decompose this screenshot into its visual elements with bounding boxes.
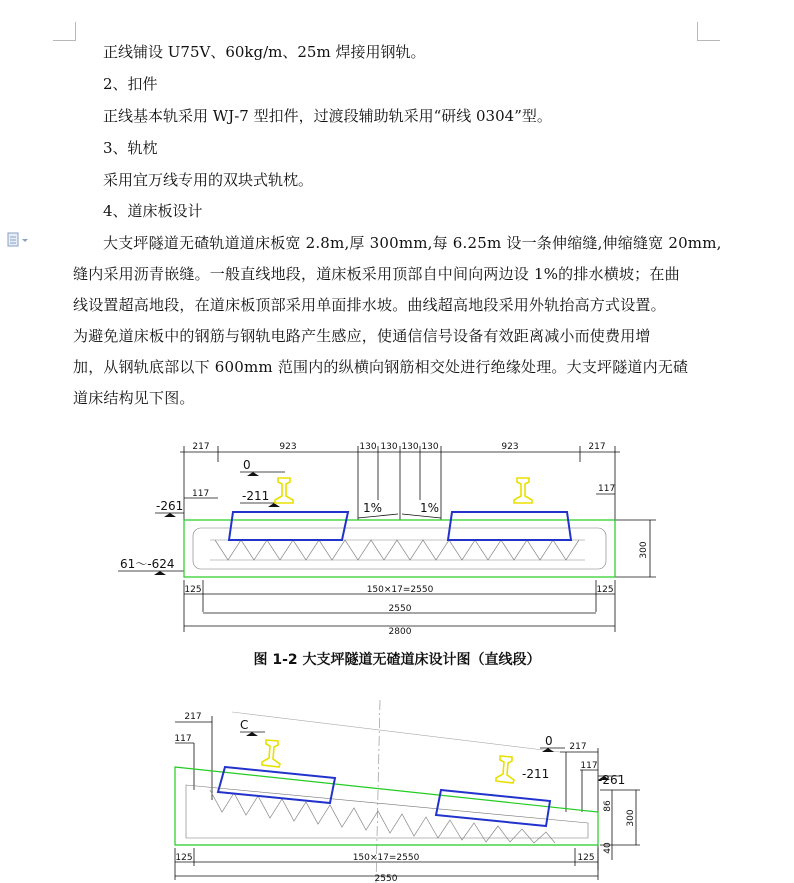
level-zero: 0 [243, 458, 251, 472]
crop-mark-top-left [53, 22, 76, 41]
dim-130-c: 130 [401, 442, 419, 452]
level-rail-211: -211 [242, 489, 270, 503]
paragraph-line-5: 加，从钢轨底部以下 600mm 范围内的纵横向钢筋相交处进行绝缘处理。大支坪隧道内无碴 [73, 358, 689, 376]
dim-125-left: 125 [184, 585, 202, 595]
fig2-dim-125-left: 125 [175, 853, 193, 863]
fig2-dim-125-right: 125 [577, 853, 595, 863]
paragraph-line-4: 为避免道床板中的钢筋与钢轨电路产生感应，使通信信号设备有效距离减小而使费用增 [73, 327, 651, 345]
text-line-fastener: 正线基本轨采用 WJ-7 型扣件，过渡段辅助轨采用“研线 0304”型。 [103, 107, 552, 125]
dim-130-b: 130 [380, 442, 398, 452]
fig2-level-right-261: -261 [598, 773, 626, 787]
dim-130-a: 130 [359, 442, 377, 452]
paragraph-line-1: 大支坪隧道无碴轨道道床板宽 2.8m,厚 300mm,每 6.25m 设一条伸缩缝,伸缩缝宽 20mm, [103, 234, 722, 252]
dim-217-right: 217 [588, 442, 606, 452]
fig2-dim-height-300: 300 [626, 809, 636, 827]
figure-caption: 图 1-2 大支坪隧道无碴道床设计图（直线段） [253, 652, 541, 668]
level-left-261: -261 [156, 499, 184, 513]
fig2-dim-86: 86 [603, 800, 613, 812]
dim-130-d: 130 [421, 442, 439, 452]
fig2-dim-2550: 2550 [374, 874, 398, 883]
text-line-rail: 正线铺设 U75V、60kg/m、25m 焊接用钢轨。 [103, 43, 426, 61]
dim-923-right: 923 [501, 442, 519, 452]
paragraph-line-6: 道床结构见下图。 [73, 389, 195, 407]
paragraph-line-3: 线设置超高地段，在道床板顶部采用单面排水坡。曲线超高地段采用外轨抬高方式设置。 [73, 296, 666, 314]
heading-fastener: 2、扣件 [103, 75, 158, 93]
fig2-dim-117-left: 117 [174, 734, 192, 744]
slope-left: 1% [363, 501, 383, 515]
fig2-dim-217-left: 217 [184, 712, 202, 722]
paragraph-menu-icon[interactable] [6, 232, 30, 248]
dim-923-left: 923 [279, 442, 297, 452]
heading-slab-design: 4、道床板设计 [103, 202, 203, 220]
fig2-level-rail-211: -211 [522, 767, 550, 781]
fig2-dim-40: 40 [603, 842, 613, 854]
figure-straight-section [0, 430, 794, 640]
heading-sleeper: 3、轨枕 [103, 139, 158, 157]
dim-125-right: 125 [596, 585, 614, 595]
crop-mark-top-right [697, 22, 720, 41]
dim-2800: 2800 [388, 627, 412, 637]
text-line-sleeper: 采用宜万线专用的双块式轨枕。 [103, 171, 314, 189]
fig2-dim-bar-spacing: 150×17=2550 [352, 853, 420, 863]
dim-height-300: 300 [639, 541, 649, 559]
dim-2550: 2550 [388, 604, 412, 614]
dim-217-left: 217 [192, 442, 210, 452]
level-range: 61～-624 [120, 557, 175, 571]
dim-117-left: 117 [192, 489, 210, 499]
dim-bar-spacing: 150×17=2550 [366, 585, 434, 595]
fig2-level-c: C [240, 718, 249, 732]
slope-right: 1% [420, 501, 440, 515]
dim-117-right: 117 [598, 484, 616, 494]
fig2-dim-117-right: 117 [580, 761, 598, 771]
fig2-dim-217-right: 217 [569, 742, 587, 752]
figure-superelevation-section [0, 700, 794, 883]
fig2-level-zero: 0 [545, 734, 553, 748]
paragraph-line-2: 缝内采用沥青嵌缝。一般直线地段，道床板采用顶部自中间向两边设 1%的排水横坡；在曲 [73, 265, 680, 283]
